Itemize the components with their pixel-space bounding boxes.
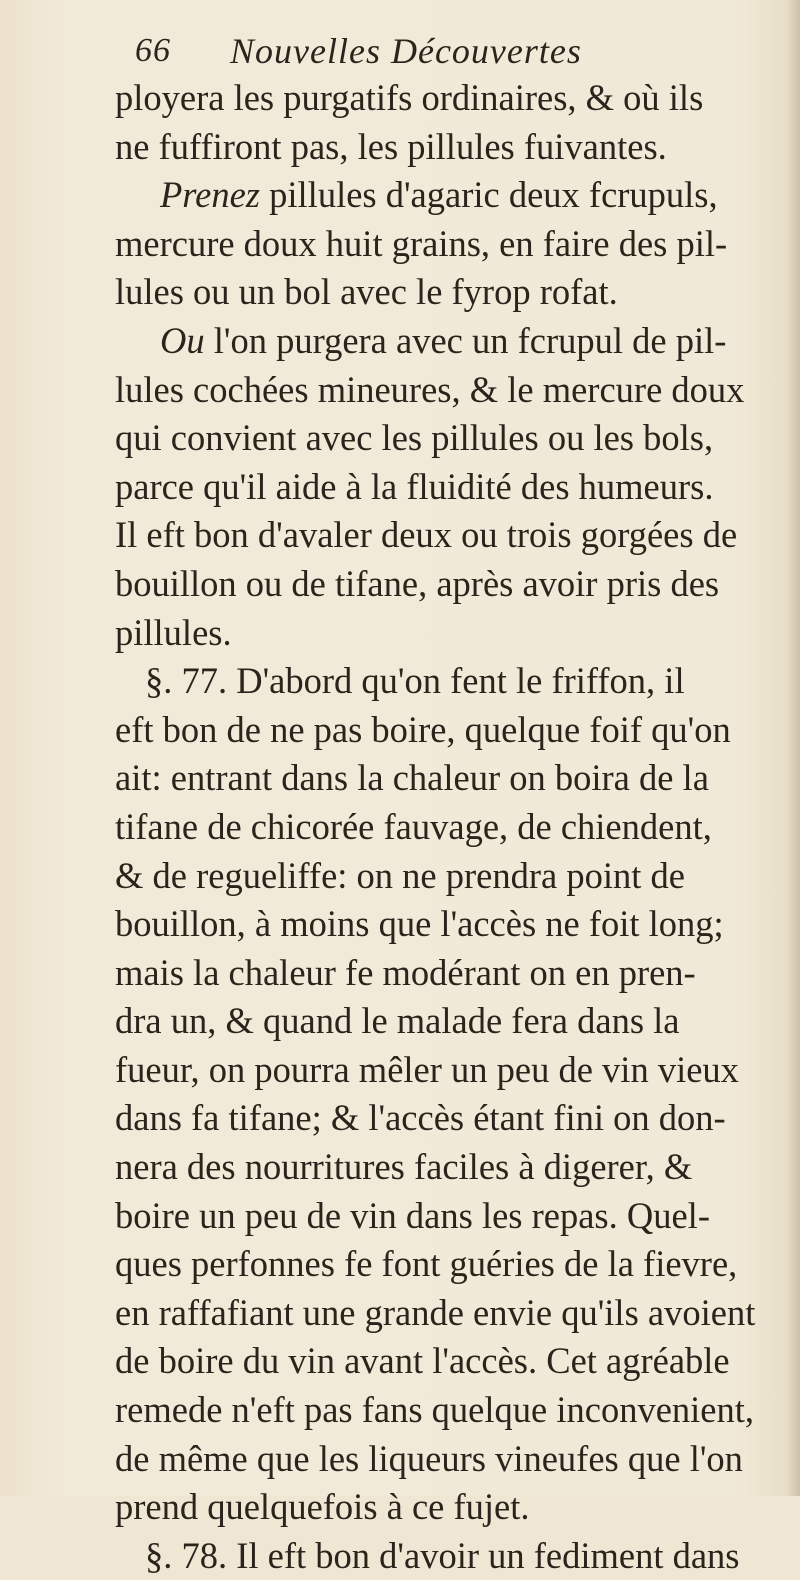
line-text: dra un, & quand le malade fera dans la <box>115 1000 680 1042</box>
text-line <box>115 220 775 269</box>
line-text: lules cochées mineures, & le mercure doux <box>115 368 745 410</box>
text-line <box>115 1532 775 1580</box>
text-line <box>115 74 775 123</box>
running-title: Nouvelles Découvertes <box>230 31 582 71</box>
line-text: ait: entrant dans la chaleur on boira de la <box>115 757 709 799</box>
text-line <box>115 317 775 366</box>
text-line <box>115 997 775 1046</box>
line-text: eft bon de ne pas boire, quelque foif qu'on <box>115 708 731 750</box>
line-text: boire un peu de vin dans les repas. Quel- <box>115 1194 710 1236</box>
text-line <box>115 1046 775 1095</box>
line-text: en raffafiant une grande envie qu'ils avoient <box>115 1291 756 1333</box>
text-line <box>115 1143 775 1192</box>
line-text: nera des nourritures faciles à digerer, & <box>115 1146 693 1188</box>
line-text: §. 78. Il eft bon d'avoir un fediment dans <box>145 1534 740 1576</box>
line-text: qui convient avec les pillules ou les bols, <box>115 417 714 459</box>
text-line <box>115 1289 775 1338</box>
text-line <box>115 706 775 755</box>
text-line <box>115 123 775 172</box>
line-text: ne fuffiront pas, les pillules fuivantes. <box>115 125 667 167</box>
text-line <box>115 414 775 463</box>
page-number: 66 <box>135 32 171 69</box>
italic-lead-word: Ou <box>160 319 205 361</box>
line-text: parce qu'il aide à la fluidité des humeurs. <box>115 465 714 507</box>
line-text: mais la chaleur fe modérant on en pren- <box>115 951 696 993</box>
line-text: tifane de chicorée fauvage, de chiendent, <box>115 805 712 847</box>
line-text: & de regueliffe: on ne prendra point de <box>115 854 685 896</box>
text-line <box>115 754 775 803</box>
line-text: mercure doux huit grains, en faire des pil- <box>115 222 728 264</box>
text-line <box>115 171 775 220</box>
text-line <box>115 366 775 415</box>
text-line <box>115 900 775 949</box>
text-line <box>115 1337 775 1386</box>
line-text: ques perfonnes fe font guéries de la fievre, <box>115 1243 738 1285</box>
line-text: de même que les liqueurs vineufes que l'on <box>115 1437 743 1479</box>
line-text: ployera les purgatifs ordinaires, & où ils <box>115 77 704 118</box>
text-line <box>115 949 775 998</box>
text-line <box>115 852 775 901</box>
text-line <box>115 1240 775 1289</box>
line-text: pillules. <box>115 611 232 653</box>
text-line <box>115 1192 775 1241</box>
text-line <box>115 268 775 317</box>
body-text <box>115 74 775 1580</box>
line-text: bouillon ou de tifane, après avoir pris des <box>115 562 720 604</box>
line-text: de boire du vin avant l'accès. Cet agréable <box>115 1340 730 1382</box>
italic-lead-word: Prenez <box>160 174 261 216</box>
text-line <box>115 511 775 560</box>
line-text: dans fa tifane; & l'accès étant fini on don- <box>115 1097 726 1139</box>
text-line <box>115 1094 775 1143</box>
text-line <box>115 560 775 609</box>
line-text: lules ou un bol avec le fyrop rofat. <box>115 271 618 313</box>
line-text: fueur, on pourra mêler un peu de vin vieux <box>115 1048 739 1090</box>
line-text: Il eft bon d'avaler deux ou trois gorgées de <box>115 514 738 556</box>
text-line <box>115 1435 775 1484</box>
line-text: prend quelquefois à ce fujet. <box>115 1486 530 1528</box>
text-line <box>115 463 775 512</box>
line-text: §. 77. D'abord qu'on fent le friffon, il <box>145 660 685 702</box>
line-text: bouillon, à moins que l'accès ne foit long; <box>115 903 724 945</box>
line-text: l'on purgera avec un fcrupul de pil- <box>204 319 727 361</box>
text-line <box>115 657 775 706</box>
text-line <box>115 1386 775 1435</box>
text-line <box>115 609 775 658</box>
text-line <box>115 1483 775 1532</box>
line-text: remede n'eft pas fans quelque inconvenient, <box>115 1389 754 1431</box>
page-edge-shadow <box>786 0 800 1496</box>
line-text: pillules d'agaric deux fcrupuls, <box>260 174 718 216</box>
text-line <box>115 803 775 852</box>
